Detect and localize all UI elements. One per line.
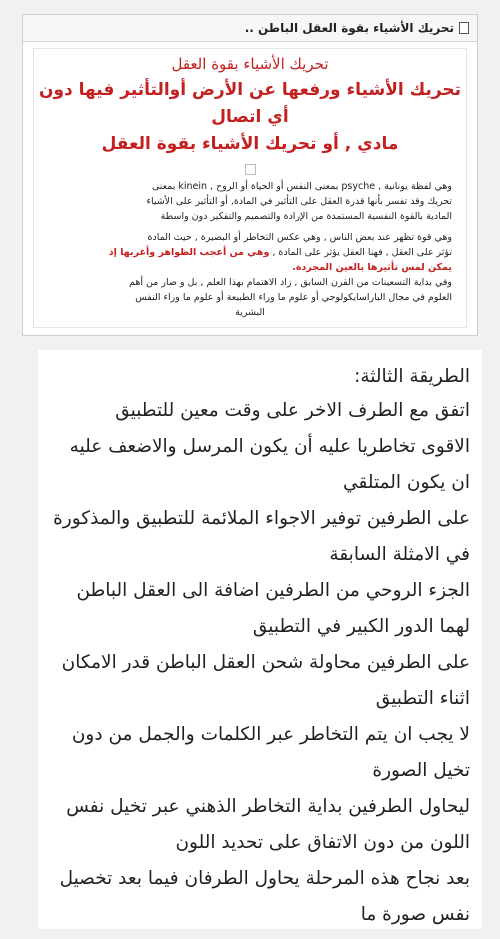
body-line bbox=[48, 245, 452, 260]
post-title: تحريك الأشياء بقوة العقل الباطن .. bbox=[244, 21, 454, 35]
body-highlight: وهي من أعجب الظواهر وأغربها إذ bbox=[108, 247, 270, 258]
method-title: الطريقة الثالثة: bbox=[354, 366, 470, 387]
forum-post-screenshot bbox=[22, 14, 478, 336]
body-line: البشرية bbox=[235, 307, 265, 318]
body-highlight: يمكن لمس تأثيرها بالعين المجردة. bbox=[292, 262, 452, 273]
broken-image-icon bbox=[245, 164, 256, 175]
post-heading-line: تحريك الأشياء ورفعها عن الأرض أوالتأثير فيها دون bbox=[38, 80, 462, 100]
method-line: الاقوى تخاطريا عليه أن يكون المرسل والاضعف عليه bbox=[69, 436, 470, 457]
method-line: نفس صورة ما bbox=[360, 904, 470, 925]
document-icon bbox=[459, 22, 469, 34]
post-title-bar bbox=[23, 15, 477, 42]
body-line: المادية بالقوة النفسية المستمدة من الإرادة والتصميم والتفكير دون واسطة bbox=[160, 211, 452, 222]
method-text-panel bbox=[38, 350, 482, 929]
post-heading-line: أي اتصال bbox=[211, 107, 289, 127]
method-line: اللون من دون الاتفاق على تحديد اللون bbox=[175, 832, 470, 853]
method-line: لا يجب ان يتم التخاطر عبر الكلمات والجمل من دون bbox=[71, 724, 470, 745]
post-heading-line: مادي , أو تحريك الأشياء بقوة العقل bbox=[101, 134, 399, 154]
method-line: ان يكون المتلقي bbox=[343, 472, 470, 493]
method-line: على الطرفين محاولة شحن العقل الباطن قدر الامكان bbox=[61, 652, 470, 673]
body-text: تؤثر على العقل , فهنا العقل يؤثر على المادة , bbox=[272, 247, 452, 258]
post-content bbox=[33, 48, 467, 328]
body-line: العلوم في مجال الباراسايكولوجي أو علوم ما وراء الطبيعة أو علوم ما وراء النفس bbox=[135, 292, 452, 303]
method-line: في الامثلة السابقة bbox=[329, 544, 470, 565]
method-line: على الطرفين توفير الاجواء الملائمة للتطبيق والمذكورة bbox=[53, 508, 470, 529]
method-line: اتفق مع الطرف الاخر على وقت معين للتطبيق bbox=[115, 400, 470, 421]
body-line: تحريك وقد تفسر بأنها قدرة العقل على التأثير في المادة, أو التأثير على الأشياء bbox=[146, 196, 452, 207]
method-line: الجزء الروحي من الطرفين اضافة الى العقل الباطن bbox=[76, 580, 470, 601]
method-line: ليحاول الطرفين بداية التخاطر الذهني عبر تخيل نفس bbox=[66, 796, 470, 817]
method-line: تخيل الصورة bbox=[372, 760, 470, 781]
body-line: وفي بداية التسعينات من القرن السابق , زاد الاهتمام بهذا العلم , بل و صار من أهم bbox=[129, 277, 452, 288]
method-line: بعد نجاح هذه المرحلة يحاول الطرفان فيما بعد تخصيل bbox=[59, 868, 470, 889]
body-line: وهي لفظة يونانية , psyche بمعنى النفس أو الحياة أو الروح , kinein بمعنى bbox=[151, 181, 452, 192]
method-line: لهما الدور الكبير في التطبيق bbox=[252, 616, 470, 637]
body-line: وهي قوة تظهر عند بعض الناس , وهي عكس التخاطر أو البصيرة , حيث المادة bbox=[147, 232, 452, 243]
post-body bbox=[34, 179, 466, 320]
method-line: اثناء التطبيق bbox=[375, 688, 470, 709]
post-heading-small: تحريك الأشياء بقوة العقل bbox=[171, 55, 329, 73]
